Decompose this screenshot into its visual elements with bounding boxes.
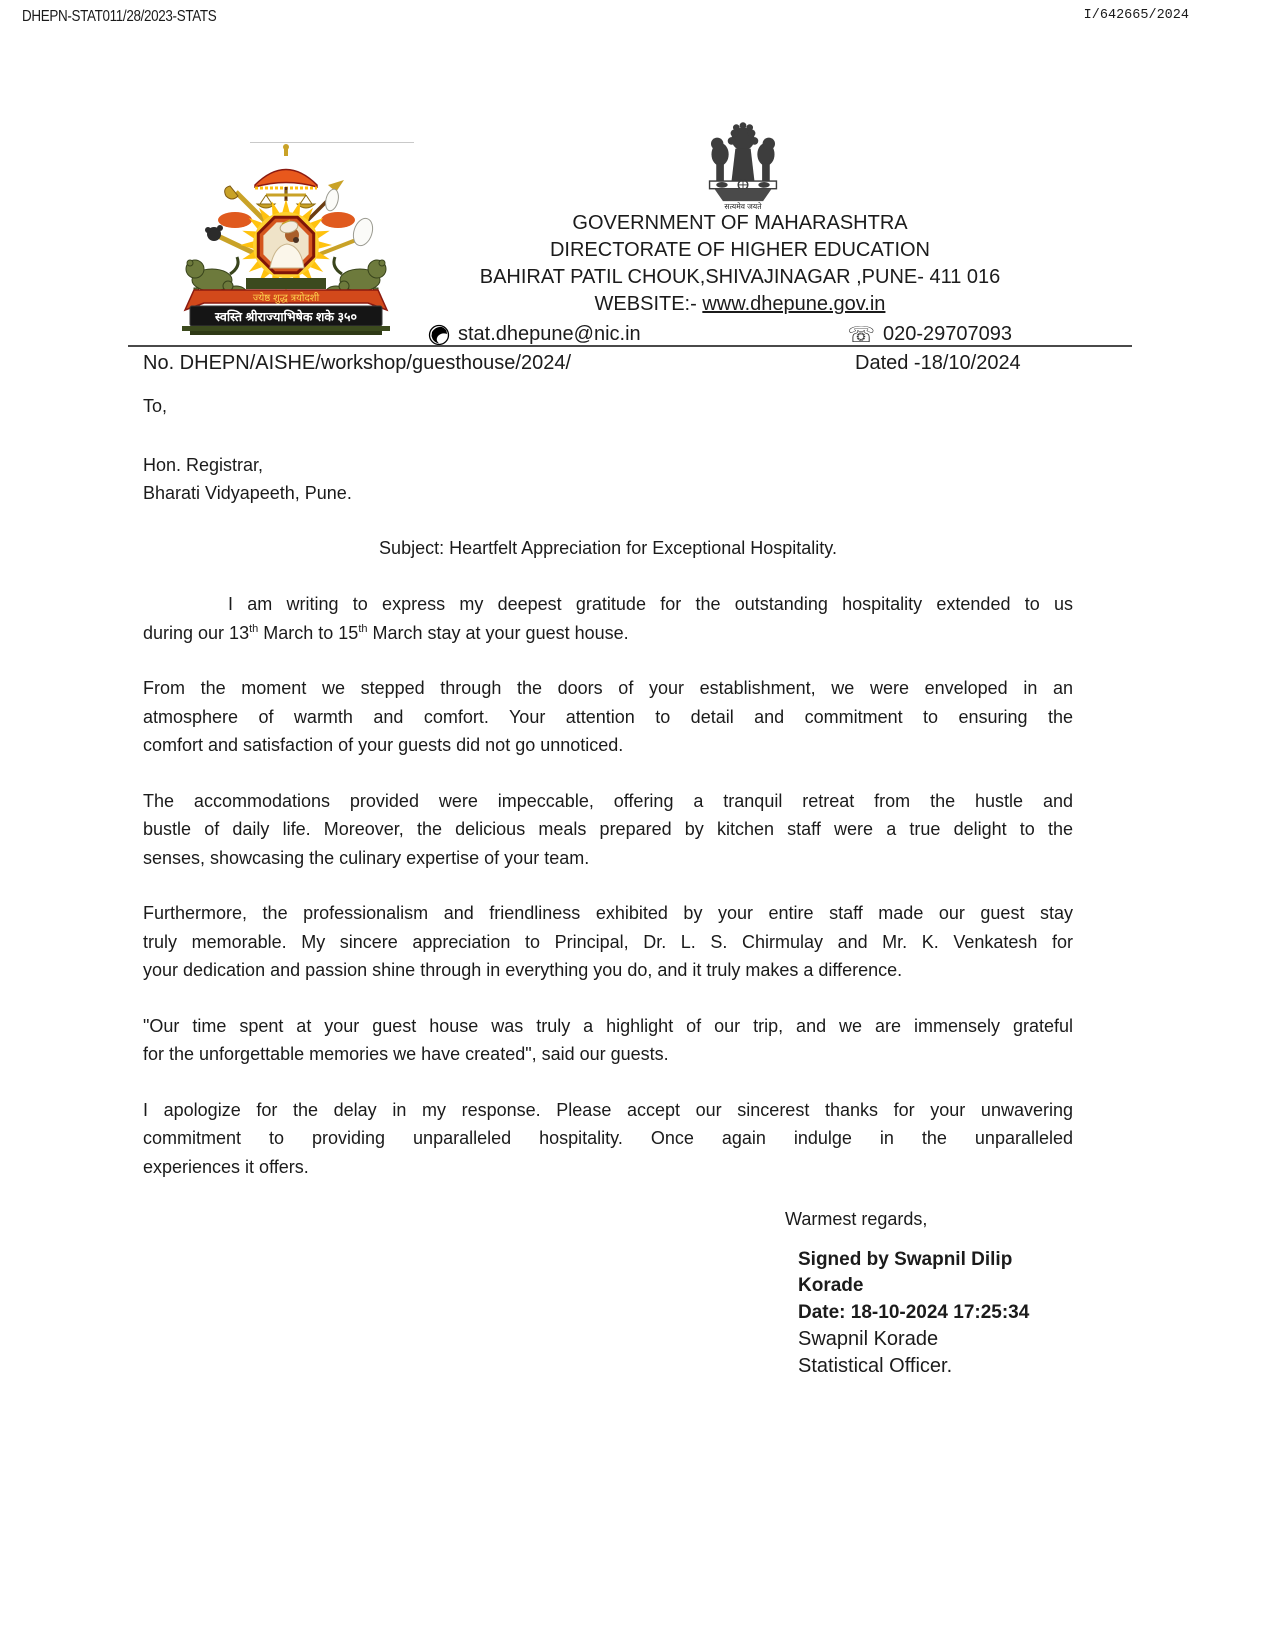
phone-icon: ☏ — [847, 321, 875, 347]
signatory-designation: Statistical Officer. — [798, 1355, 953, 1377]
signed-by-line-1: Signed by Swapnil Dilip — [798, 1248, 1013, 1270]
directorate-line: DIRECTORATE OF HIGHER EDUCATION — [549, 239, 931, 261]
letterhead-divider — [128, 345, 1132, 347]
paragraph-4: Furthermore, the professionalism and friendliness exhibited by your entire staff made our guest stay truly memorable. My sincere appreciation to Principal, Dr. L. S. Chirmulay and Mr. K. Venkatesh for your dedication and passion shine through in everything you do, and it truly makes a difference. — [143, 903, 1073, 980]
reference-number: No. DHEPN/AISHE/workshop/guesthouse/2024/ — [143, 352, 571, 374]
website-link[interactable]: www.dhepune.gov.in — [702, 293, 886, 315]
file-reference: DHEPN-STAT011/28/2023-STATS — [22, 8, 217, 25]
document-id: I/642665/2024 — [1083, 8, 1189, 23]
state-emblem — [160, 140, 412, 335]
website-line — [420, 291, 1060, 318]
signatory-name: Swapnil Korade — [798, 1328, 939, 1350]
emblem-band — [190, 306, 382, 326]
government-line: GOVERNMENT OF MAHARASHTRA — [572, 212, 908, 234]
email-address: stat.dhepune@nic.in — [458, 323, 641, 345]
paragraph-1-line-1: I am writing to express my deepest gratitude for the outstanding hospitality extended to us — [228, 594, 1073, 614]
signatory-block — [798, 1326, 1073, 1380]
recipient-name: Hon. Registrar, — [143, 454, 264, 475]
letter-body — [143, 392, 1073, 1380]
reference-line — [143, 352, 1073, 375]
phone-number: 020-29707093 — [882, 323, 1012, 345]
recipient-org: Bharati Vidyapeeth, Pune. — [143, 483, 352, 503]
letterhead-text — [420, 210, 1060, 348]
email-item — [428, 321, 641, 348]
pedestal — [246, 278, 326, 289]
salutation: To, — [143, 396, 168, 416]
recipient-block — [143, 451, 1073, 508]
address-line: BAHIRAT PATIL CHOUK,SHIVAJINAGAR ,PUNE- 411 016 — [479, 266, 1001, 288]
website-label: WEBSITE:- — [594, 293, 703, 315]
signature-date: Date: 18-10-2024 17:25:34 — [798, 1301, 1030, 1323]
paragraph-2: From the moment we stepped through the doors of your establishment, we were enveloped in an atmosphere of warmth and comfort. Your attention to detail and commitment to ensuring the comfort and satisfaction of your guests did not go unnoticed. — [143, 678, 1073, 755]
ordinal-superscript: th — [249, 622, 259, 635]
paragraph-6: I apologize for the delay in my response. Please accept our sincerest thanks for your unwavering commitment to providing unparalleled hospitality. Once again indulge in the unparalleled experiences it offers. — [143, 1099, 1073, 1177]
base-step-lower — [190, 331, 382, 335]
paragraph-3: The accommodations provided were impeccable, offering a tranquil retreat from the hustle and bustle of daily life. Moreover, the delicious meals prepared by kitchen staff were a true delight to the senses, showcasing the culinary expertise of your team. — [143, 790, 1073, 868]
ordinal-superscript: th — [358, 622, 368, 635]
paragraph-1-line-2: during our 13th March to 15th March stay at your guest house. — [143, 622, 629, 643]
svg-text:स्वस्ति श्रीराज्याभिषेक शके ३५: स्वस्ति श्रीराज्याभिषेक शके ३५० — [215, 310, 357, 324]
paragraph-1 — [143, 590, 1073, 647]
base-step — [182, 326, 390, 331]
phone-item — [847, 321, 1012, 348]
signed-by-line-2: Korade — [798, 1275, 864, 1296]
national-emblem-motto: सत्यमेव जयते — [724, 201, 762, 211]
email-globe-icon — [428, 324, 450, 346]
closing-regards: Warmest regards, — [785, 1209, 928, 1229]
contact-row — [420, 318, 1060, 348]
national-emblem-icon — [700, 110, 786, 212]
svg-text:ज्येष्ठ शुद्ध त्रयोदशी: ज्येष्ठ शुद्ध त्रयोदशी — [252, 293, 320, 304]
digital-signature-block — [798, 1247, 1073, 1327]
subject-line: Subject: Heartfelt Appreciation for Exceptional Hospitality. — [379, 537, 837, 558]
paragraph-5: "Our time spent at your guest house was truly a highlight of our trip, and we are immensely grateful for the unforgettable memories we have created", said our guests. — [143, 1015, 1073, 1064]
reference-date: Dated -18/10/2024 — [855, 352, 1021, 374]
